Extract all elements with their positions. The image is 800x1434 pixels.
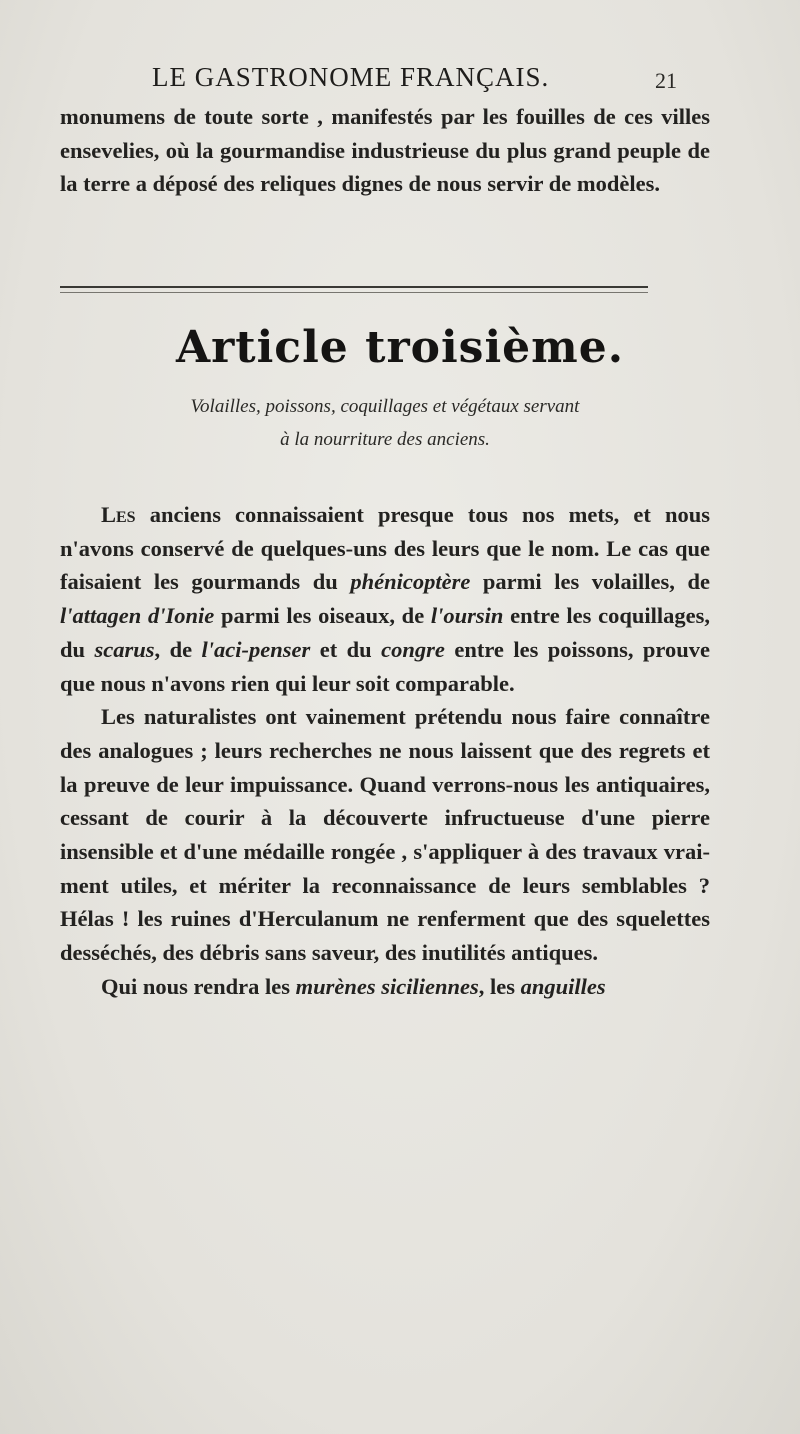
paragraph-3 (60, 970, 710, 1004)
page-header (0, 62, 800, 102)
p1-italic-4: scarus (94, 636, 155, 662)
p1-italic-2: l'attagen d'Ionie (60, 603, 215, 629)
p1-text-2: parmi les volailles, de (470, 569, 710, 595)
paragraph-1 (60, 498, 710, 700)
article-subtitle (60, 390, 710, 456)
p1-text-4: entre les coquillages, du (60, 603, 710, 662)
p1-italic-1: phénicoptère (350, 569, 471, 595)
article-subtitle-line2: à la nourriture des anciens. (280, 429, 490, 450)
article-heading: Article troisième. (175, 322, 625, 373)
p1-italic-6: congre (381, 636, 445, 662)
page-number: 21 (655, 68, 677, 93)
p1-text-3: parmi les oiseaux, de (214, 603, 431, 629)
p3-text-1: Qui nous rendra les (101, 973, 296, 999)
p3-italic-2: anguilles (520, 973, 606, 999)
article-subtitle-line1: Volailles, poissons, coquillages et végétaux servant (190, 396, 580, 417)
p1-text-5: , de (154, 636, 202, 662)
p1-text-1: anciens connaissaient presque tous nos mets, et nous n'avons conservé de quelques-uns des leurs que le nom. Le cas que faisaient les gourmands du (60, 502, 710, 595)
p3-text-2: , les (478, 973, 521, 999)
lead-word: Les (101, 502, 136, 527)
p1-text-6: et du (310, 636, 382, 662)
p3-italic-1: murènes siciliennes (295, 973, 479, 999)
running-title: LE GASTRONOME FRANÇAIS. (152, 62, 550, 92)
intro-paragraph-block (60, 100, 710, 201)
main-text (60, 498, 710, 1004)
intro-paragraph: monumens de toute sorte , manifestés par les fouilles de ces villes ensevelies, où la gourmandise industrieuse du plus grand peuple de la terre a déposé des reliques dignes de nous servir de modèles. (60, 104, 710, 197)
p1-italic-5: l'aci-penser (201, 636, 311, 662)
paragraph-2: Les naturalistes ont vainement prétendu nous faire connaître des analogues ; leurs recherches ne nous laissent que des regrets et la preuve de leur impuissance. Quand verrons-nous les antiquaires, cessant de courir à la découverte infructueuse d'une pierre insensible et d'une médaille rongée , s'appliquer à des travaux vrai-ment utiles, et mériter la reconnaissance de leurs semblables ? Hélas ! les ruines d'Herculanum ne renferment que des squelettes desséchés, des débris sans saveur, des inutilités antiques. (60, 704, 710, 966)
p1-italic-3: l'oursin (430, 603, 504, 629)
p1-text-7: entre les poissons, prouve que nous n'avons rien qui leur soit comparable. (60, 636, 711, 696)
section-divider (60, 286, 648, 293)
